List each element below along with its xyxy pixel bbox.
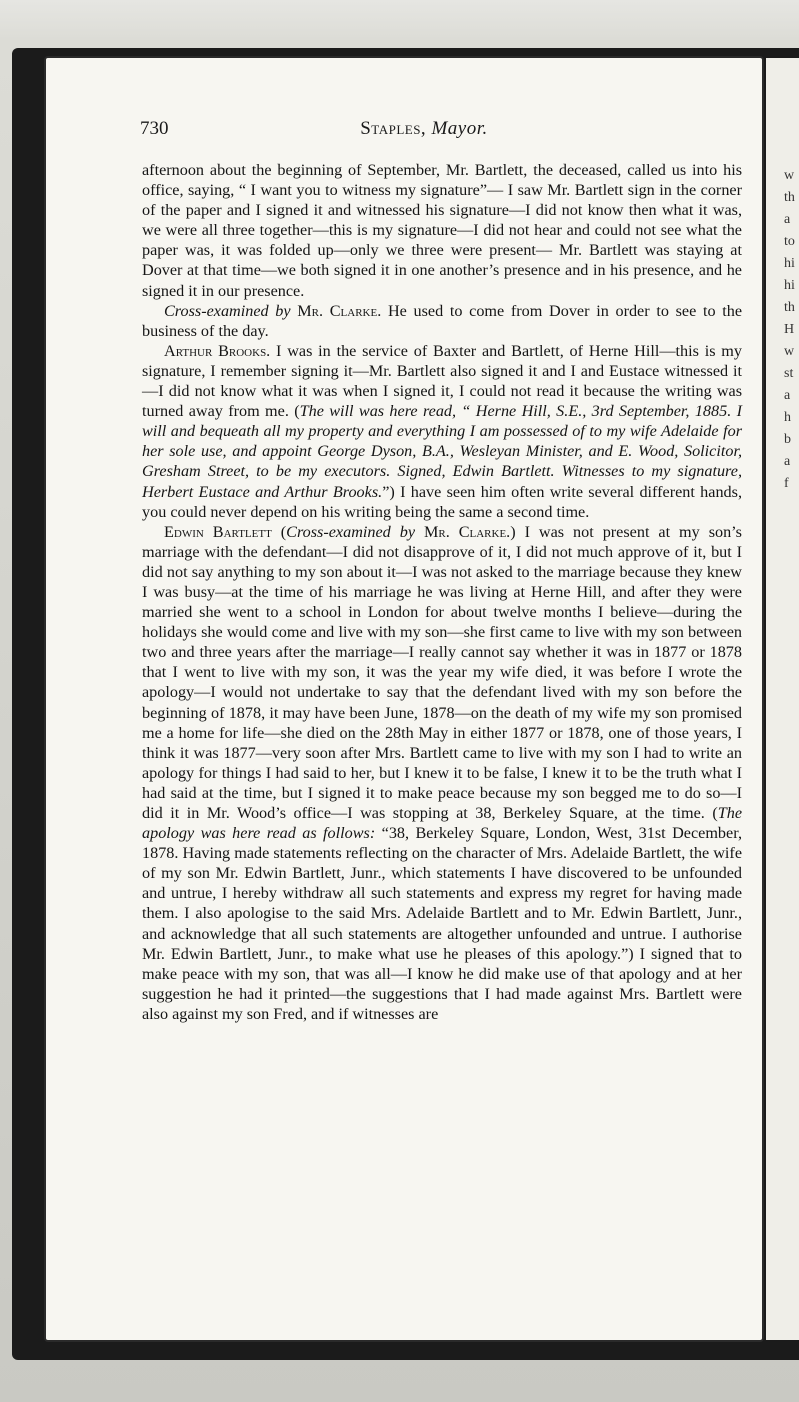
- witness-name: Arthur Brooks.: [164, 341, 271, 360]
- facing-page-fragment: a: [784, 212, 791, 227]
- facing-page-fragment: w: [784, 168, 795, 183]
- paragraph-edwin-bartlett: Edwin Bartlett (Cross-examined by Mr. Clarke.) I was not present at my son’s marriage with the defendant—I did not disapprove of it, I did not much approve of it, but I did not say anything to my son about it—I was not asked to the marriage because they knew I was busy—at the time of his marriage he was living at Herne Hill, and after they were married she went to a school in London for about twelve months I believe—during the holidays she would come and live with my son—she first came to live with my son between two and three years after the marriage—I really cannot say whether it was in 1877 or 1878 that I went to live with my son, it was the year my wife died, it was before I wrote the apology—I would not undertake to say that the defendant lived with my son before the beginning of 1878, it may have been June, 1878—on the death of my wife my son promised me a home for life—she died on the 28th May in either 1877 or 1878, one of those years, I think it was 1877—very soon after Mrs. Bartlett came to live with my son I had to write an apology for things I had said to her, but I knew it to be false, I knew it to be the truth what I had said at the time, but I signed it to make peace because my son begged me to do so—I did it in Mr. Wood’s office—I was stopping at 38, Berkeley Square, at the time. (The apology was here read as follows: “38, Berkeley Square, London, West, 31st December, 1878. Having made statements reflecting on the character of Mrs. Adelaide Bartlett, the wife of my son Mr. Edwin Bartlett, Junr., which statements I have discovered to be unfounded and untrue, I hereby withdraw all such statements and express my regret for having made them. I also apologise to the said Mrs. Adelaide Bartlett and to Mr. Edwin Bartlett, Junr., and acknowledge that all such statements are altogether unfounded and untrue. I authorise Mr. Edwin Bartlett, Junr., to make what use he pleases of this apology.”) I signed that to make peace with my son, that was all—I know he did make use of that apology and at her suggestion he had it printed—the suggestions that I had made against Mrs. Bartlett were also against my son Fred, and if witnesses are: [142, 522, 742, 1023]
- paragraph-cross-examination: Cross-examined by Mr. Clarke. He used to come from Dover in order to see to the business of the day.: [142, 301, 743, 340]
- facing-page-fragment: st: [784, 366, 794, 381]
- facing-page-fragment: a: [784, 454, 791, 469]
- facing-page-fragment: w: [784, 344, 795, 359]
- facing-page-edge: [766, 58, 799, 1340]
- paragraph-testimony-continued: afternoon about the beginning of September, Mr. Bartlett, the deceased, called us into his office, saying, “ I want you to witness my signature”— I saw Mr. Bartlett sign in the corner of the paper and I signed it and witnessed his signature—I did not know then what it was, we were all three together—this is my signature—I did not hear and could not see what the paper was, it was folded up—only we three were present— Mr. Bartlett was staying at Dover at that time—we both signed it in one another’s presence and in his presence, and he signed it in our presence.: [142, 161, 742, 300]
- facing-page-fragment: f: [784, 476, 789, 491]
- page-number: 730: [140, 118, 169, 139]
- facing-page-fragment: to: [784, 234, 795, 249]
- facing-page-fragment: th: [784, 190, 795, 205]
- facing-page-fragment: h: [784, 410, 791, 425]
- facing-page-fragment: a: [784, 388, 791, 403]
- running-head-title: Mayor.: [431, 118, 488, 139]
- page-header: [94, 118, 754, 142]
- facing-page-fragment: hi: [784, 256, 795, 271]
- running-head: [94, 118, 754, 140]
- facing-page-fragment: th: [784, 300, 795, 315]
- facing-page-fragment: hi: [784, 278, 795, 293]
- facing-page-fragment: H: [784, 322, 795, 337]
- paragraph-arthur-brooks: Arthur Brooks. I was in the service of Baxter and Bartlett, of Herne Hill—this is my signature, I remember signing it—Mr. Bartlett also signed it and I and Eustace witnessed it—I did not know what it was when I signed it, I could not read it because the writing was turned away from me. (The will was here read, “ Herne Hill, S.E., 3rd September, 1885. I will and bequeath all my property and everything I am possessed of to my wife Adelaide for her sole use, and appoint George Dyson, B.A., Wesleyan Minister, and E. Wood, Solicitor, Gresham Street, to be my executors. Signed, Edwin Bartlett. Witnesses to my signature, Herbert Eustace and Arthur Brooks.”) I have seen him often write several different hands, you could never depend on his writing being the same a second time.: [142, 341, 742, 521]
- apology-label: The apology was here read as follows:: [142, 804, 742, 843]
- will-text: The will was here read, “ Herne Hill, S.E., 3rd September, 1885. I will and bequeath all my property and everything I am possessed of to my wife Adelaide for her sole use, and appoint George Dyson, B.A., Wesleyan Minister, and E. Wood, Solicitor, Gresham Street, to be my executors. Signed, Edwin Bartlett. Witnesses to my signature, Herbert Eustace and Arthur Brooks.: [142, 402, 742, 501]
- body-text: [142, 160, 742, 1024]
- facing-page-fragment: b: [784, 432, 791, 447]
- running-head-name: Staples,: [360, 118, 427, 139]
- witness-name: Edwin Bartlett: [164, 522, 272, 541]
- apology-text: “38, Berkeley Square, London, West, 31st December, 1878. Having made statements reflecting on the character of Mrs. Adelaide Bartlett, the wife of my son Mr. Edwin Bartlett, Junr., which statements I have discovered to be unfounded and untrue, I hereby withdraw all such statements and express my regret for having made them. I also apologise to the said Mrs. Adelaide Bartlett and to Mr. Edwin Bartlett, Junr., and acknowledge that all such statements are altogether unfounded and untrue. I authorise Mr. Edwin Bartlett, Junr., to make what use he pleases of this apology.”) I signed that to make peace with my son, that was all—I know he did make use of that apology and at her suggestion he had it printed—the suggestions that I had made against Mrs. Bartlett were also against my son Fred, and if witnesses are: [142, 824, 742, 1023]
